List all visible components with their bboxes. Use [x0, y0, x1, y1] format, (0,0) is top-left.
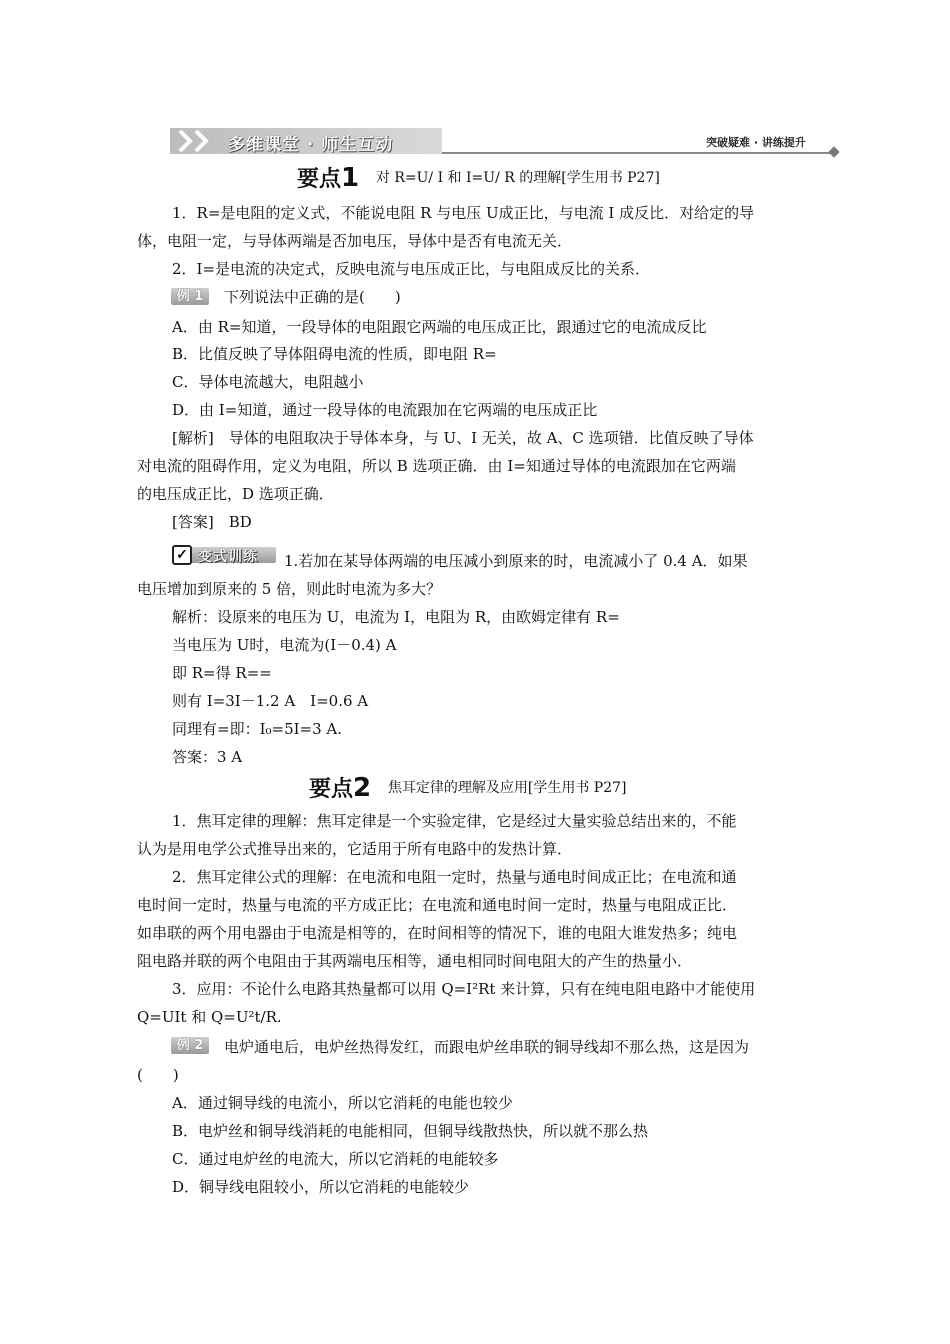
- solution-line: 解析：设原来的电压为 U，电流为 I，电阻为 R，由欧姆定律有 R=: [172, 608, 620, 626]
- analysis-line: [解析] 导体的电阻取决于导体本身，与 U、I 无关，故 A、C 选项错．比值反映了导体: [172, 429, 754, 447]
- section1-number: 1: [341, 163, 360, 193]
- paragraph-line: 阻电路并联的两个电阻由于其两端电压相等，通电相同时间电阻大的产生的热量小．: [137, 952, 693, 970]
- option-a: A．由 R=知道，一段导体的电阻跟它两端的电压成正比，跟通过它的电流成反比: [172, 318, 707, 336]
- example-badge: 例 2: [171, 1037, 209, 1054]
- answer-line: [答案] BD: [172, 513, 252, 531]
- section1-title: 对 R=U/ I 和 I=U/ R 的理解[学生用书 P27]: [375, 170, 660, 186]
- section1-heading: [297, 162, 660, 193]
- section2-title: 焦耳定律的理解及应用[学生用书 P27]: [387, 780, 627, 796]
- variant-question: 1.若加在某导体两端的电压减小到原来的时，电流减小了 0.4 A．如果: [284, 552, 748, 570]
- variant-label: 变式训练: [198, 549, 258, 565]
- header-rule: [442, 152, 835, 154]
- chevron-right-icon: [190, 128, 216, 154]
- analysis-line: 对电流的阻碍作用，定义为电阻，所以 B 选项正确．由 I=知通过导体的电流跟加在它两端: [137, 457, 736, 475]
- option-c: C．导体电流越大，电阻越小: [172, 373, 364, 391]
- paragraph-line: 1．焦耳定律的理解：焦耳定律是一个实验定律，它是经过大量实验总结出来的，不能: [172, 812, 737, 830]
- paragraph-line: 2．焦耳定律公式的理解：在电流和电阻一定时，热量与通电时间成正比；在电流和通: [172, 868, 737, 886]
- paragraph-line: 3．应用：不论什么电路其热量都可以用 Q=I²Rt 来计算，只有在纯电阻电路中才能使用: [172, 980, 756, 998]
- paragraph-line: 体，电阻一定，与导体两端是否加电压，导体中是否有电流无关．: [137, 232, 573, 250]
- section2-label: 要点: [309, 777, 354, 802]
- banner-title: 多维课堂 · 师生互动: [228, 135, 394, 155]
- option-d: D．铜导线电阻较小，所以它消耗的电能较少: [172, 1178, 470, 1196]
- option-b: B．电炉丝和铜导线消耗的电能相同，但铜导线散热快，所以就不那么热: [172, 1122, 649, 1140]
- section-banner: [170, 128, 442, 154]
- solution-line: 则有 I=3I－1.2 A I=0.6 A: [172, 692, 369, 710]
- variant-question: 电压增加到原来的 5 倍，则此时电流为多大？: [137, 580, 442, 598]
- example-question: 下列说法中正确的是( ): [224, 288, 401, 306]
- diamond-icon: [828, 146, 839, 157]
- section1-label: 要点: [297, 167, 342, 192]
- solution-line: 当电压为 U时，电流为(I－0.4) A: [172, 636, 397, 654]
- paragraph-line: 认为是用电学公式推导出来的，它适用于所有电路中的发热计算．: [137, 840, 573, 858]
- check-icon: ✓: [172, 545, 192, 565]
- option-c: C．通过电炉丝的电流大，所以它消耗的电能较多: [172, 1150, 499, 1168]
- analysis-line: 的电压成正比，D 选项正确．: [137, 485, 334, 503]
- paragraph-line: 1．R=是电阻的定义式，不能说电阻 R 与电压 U成正比，与电流 I 成反比．对给定的导: [172, 204, 755, 222]
- solution-line: 即 R=得 R==: [172, 664, 272, 682]
- header-right-tag: 突破疑难 · 讲练提升: [706, 136, 806, 149]
- example-badge: 例 1: [171, 288, 209, 305]
- option-b: B．比值反映了导体阻碍电流的性质，即电阻 R=: [172, 345, 497, 363]
- paragraph-line: 电时间一定时，热量与电流的平方成正比；在电流和通电时间一定时，热量与电阻成正比．: [137, 896, 738, 914]
- solution-line: 同理有=即：I₀=5I=3 A.: [172, 720, 343, 738]
- option-d: D．由 I=知道，通过一段导体的电流跟加在它两端的电压成正比: [172, 401, 598, 419]
- section2-number: 2: [353, 773, 372, 803]
- example-question: 电炉通电后，电炉丝热得发红，而跟电炉丝串联的铜导线却不那么热，这是因为: [224, 1038, 750, 1056]
- variant-training-badge: [172, 545, 278, 565]
- section2-heading: [309, 772, 627, 803]
- paragraph-line: 2．I=是电流的决定式，反映电流与电压成正比，与电阻成反比的关系．: [172, 260, 651, 278]
- solution-answer: 答案：3 A: [172, 748, 243, 766]
- option-a: A．通过铜导线的电流小，所以它消耗的电能也较少: [172, 1094, 513, 1112]
- example-question: ( ): [137, 1066, 179, 1084]
- paragraph-line: Q=UIt 和 Q=U²t/R.: [137, 1008, 282, 1026]
- paragraph-line: 如串联的两个用电器由于电流是相等的，在时间相等的情况下，谁的电阻大谁发热多；纯电: [137, 924, 738, 942]
